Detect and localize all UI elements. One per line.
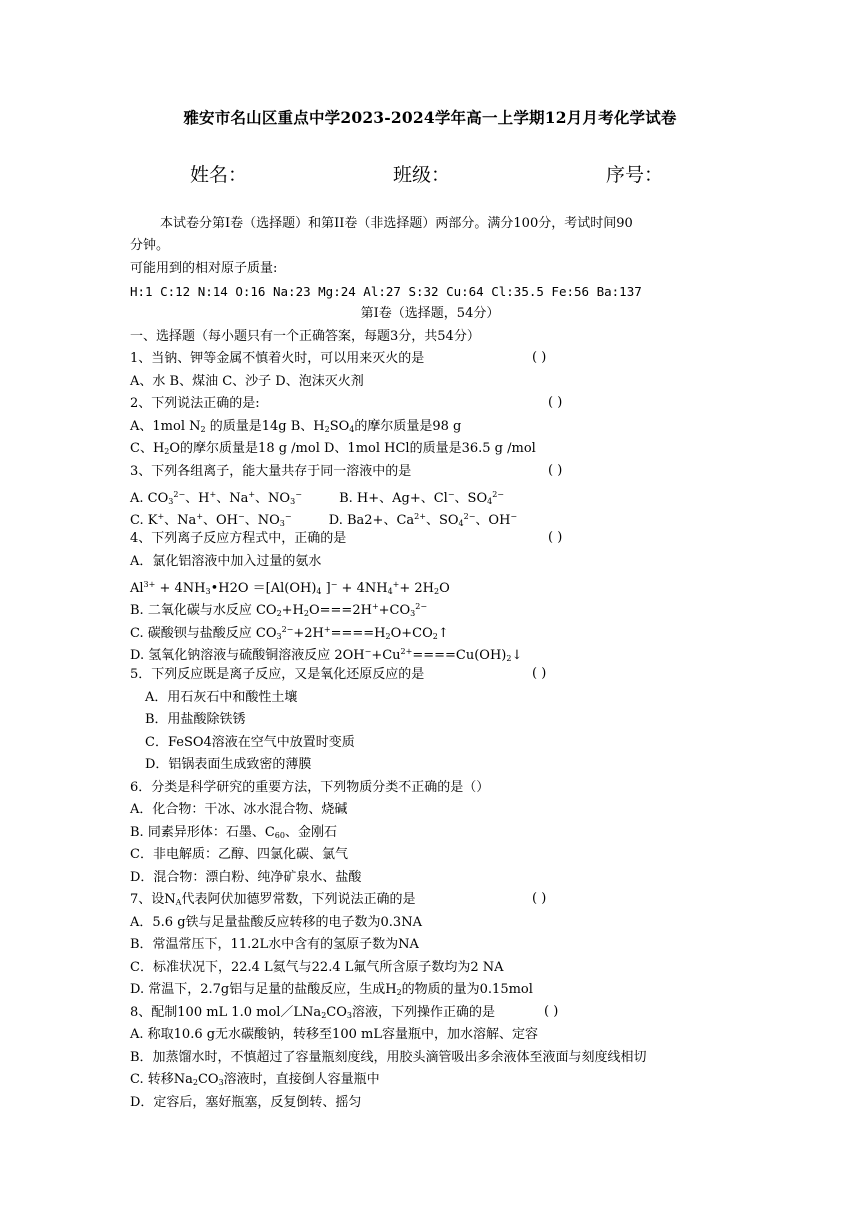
atomic-masses: H:1 C:12 N:14 O:16 Na:23 Mg:24 Al:27 S:32 Cu:64 Cl:35.5 Fe:56 Ba:137 xyxy=(130,284,642,299)
question-4-equation-a: $Al^{3+}$ + $4NH_3•H2O =[Al(OH)_4$ ]$^- + 4NH_4^++ 2H_2O$ xyxy=(130,580,450,596)
section-1-heading: 第Ⅰ卷（选择题，54分） xyxy=(360,306,500,321)
exam-title: 雅安市名山区重点中学2023-2024学年高一上学期12月月考化学试卷 xyxy=(183,108,677,127)
question-8-option-d: D．定容后，塞好瓶塞，反复倒转、摇匀 xyxy=(130,1095,362,1110)
question-8-option-c: C. 转移$Na_2CO_3$溶液时，直接倒人容量瓶中 xyxy=(130,1072,380,1087)
intro-line-1: 本试卷分第Ⅰ卷（选择题）和第II卷（非选择题）两部分。满分100分，考试时间90 xyxy=(160,216,633,231)
question-6-option-c: C．非电解质：乙醇、四氯化碳、氯气 xyxy=(130,847,348,862)
answer-blank-1: ( ) xyxy=(532,350,547,365)
question-2-stem: 2、下列说法正确的是: xyxy=(130,396,260,411)
answer-blank-2: ( ) xyxy=(548,395,563,410)
question-6-option-b: B. 同素异形体：石墨、$C_{60}$、金刚石 xyxy=(130,825,337,840)
question-3-stem: 3、下列各组离子，能大量共存于同一溶液中的是 xyxy=(130,464,412,479)
seq-label: 序号： xyxy=(606,164,664,186)
question-6-option-d: D．混合物：漂白粉、纯净矿泉水、盐酸 xyxy=(130,870,362,885)
masses-title: 可能用到的相对原子质量: xyxy=(130,261,278,276)
question-8-stem: 8、配制100 mL 1.0 $mol/LNa_2CO_3$溶液，下列操作正确的是 xyxy=(130,1005,495,1020)
question-8-option-a: A. 称取10.6 g无水碳酸钠，转移至100 mL容量瓶中，加水溶解、定容 xyxy=(130,1027,538,1042)
question-8-option-b: B．加蒸馏水时，不慎超过了容量瓶刻度线，用胶头滴管吸出多余液体至液面与刻度线相切 xyxy=(130,1050,647,1065)
answer-blank-8: ( ) xyxy=(544,1004,559,1019)
question-7-option-a: A．5.6 g铁与足量盐酸反应转移的电子数为0.3NA xyxy=(130,915,422,930)
question-4-option-a: A．氯化铝溶液中加入过量的氨水 xyxy=(130,554,322,569)
question-5-option-c: C．FeSO4溶液在空气中放置时变质 xyxy=(145,735,355,750)
answer-blank-4: ( ) xyxy=(548,530,563,545)
class-label: 班级： xyxy=(393,164,451,186)
question-2-options-cd: C、$H_2O$的摩尔质量是18 g /mol D、1mol HCl的质量是36.5 g /mol xyxy=(130,441,536,456)
question-1-options: A、水 B、煤油 C、沙子 D、泡沫灭火剂 xyxy=(130,374,364,389)
answer-blank-7: ( ) xyxy=(532,891,547,906)
question-5-option-b: B．用盐酸除铁锈 xyxy=(145,712,246,727)
question-2-options-ab: A、1mol $N_2$ 的质量是14g B、$H_2SO_4$的摩尔质量是98 g xyxy=(130,419,462,434)
question-6-stem: 6．分类是科学研究的重要方法，下列物质分类不正确的是（） xyxy=(130,780,490,795)
question-3-options-ab: A. $CO_3^{2-}$、H+、Na+、$NO_3^-$ B. H+、Ag+、Cl−、$SO_4^{2-}$ xyxy=(130,490,505,506)
answer-blank-5: ( ) xyxy=(532,666,547,681)
name-label: 姓名： xyxy=(190,164,248,186)
question-4-option-d: D. 氢氧化钠溶液与硫酸铜溶液反应 $2OH^-+Cu^{2+}====Cu(OH)_2↓$ xyxy=(130,647,523,663)
question-7-stem: 7、设$N_A$代表阿伏加德罗常数，下列说法正确的是 xyxy=(130,892,416,907)
question-5-option-a: A．用石灰石中和酸性土壤 xyxy=(145,690,298,705)
part-1-heading: 一、选择题（每小题只有一个正确答案，每题3分，共54分） xyxy=(130,329,480,344)
question-4-stem: 4、下列离子反应方程式中，正确的是 xyxy=(130,531,347,546)
question-7-option-d: D. 常温下，2.7g铝与足量的盐酸反应，生成$H_2$的物质的量为0.15mol xyxy=(130,982,533,997)
intro-line-2: 分钟。 xyxy=(130,238,170,253)
question-4-option-c: C. 碳酸钡与盐酸反应 $CO_3^{2-}+2H^+====H_2O+CO_2↑$ xyxy=(130,625,449,641)
question-6-option-a: A．化合物：干冰、冰水混合物、烧碱 xyxy=(130,802,348,817)
question-7-option-c: C．标准状况下，22.4 L氦气与22.4 L氟气所含原子数均为2 NA xyxy=(130,960,504,975)
question-4-option-b: B. 二氧化碳与水反应 $CO_2+H_2O===2H^++CO_3^{2-}$ xyxy=(130,602,428,618)
question-1-stem: 1、当钠、钾等金属不慎着火时，可以用来灭火的是 xyxy=(130,351,425,366)
answer-blank-3: ( ) xyxy=(548,463,563,478)
question-5-option-d: D．铝锅表面生成致密的薄膜 xyxy=(145,757,312,772)
question-7-option-b: B．常温常压下，11.2L水中含有的氢原子数为NA xyxy=(130,937,419,952)
question-5-stem: 5．下列反应既是离子反应，又是氧化还原反应的是 xyxy=(130,667,425,682)
question-3-options-cd: C. K+、Na+、OH−、$NO_3^-$ D. Ba2+、$Ca^{2+}$、$SO_4^{2-}$、OH− xyxy=(130,512,518,528)
